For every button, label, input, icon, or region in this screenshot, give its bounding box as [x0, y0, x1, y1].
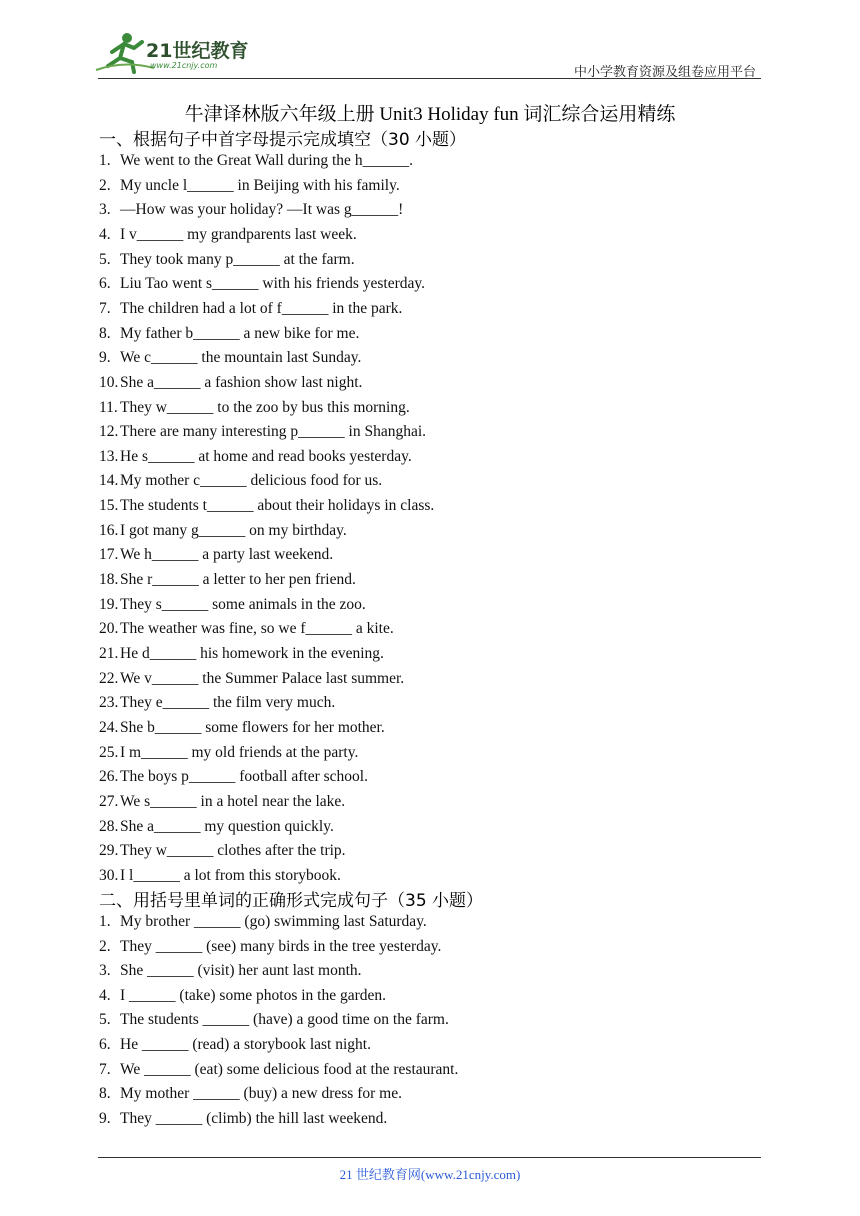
question-item — [99, 225, 357, 245]
question-item — [99, 743, 358, 763]
question-item — [99, 986, 386, 1006]
question-item — [99, 151, 413, 171]
question-text: We h______ a party last weekend. — [120, 546, 334, 564]
platform-name: 中小学教育资源及组卷应用平台 — [573, 64, 756, 79]
question-text: My mother c______ delicious food for us. — [120, 472, 383, 490]
question-text: —How was your holiday? —It was g______! — [120, 201, 404, 219]
question-text: We ______ (eat) some delicious food at the restaurant. — [120, 1060, 459, 1078]
question-number: 4. — [99, 225, 111, 243]
question-number: 8. — [99, 1085, 111, 1103]
question-text: She a______ my question quickly. — [120, 817, 334, 835]
question-text: I ______ (take) some photos in the garden. — [120, 986, 387, 1004]
question-item — [99, 324, 359, 344]
question-number: 1. — [99, 913, 111, 930]
question-item — [99, 545, 333, 565]
question-text: I got many g______ on my birthday. — [120, 521, 347, 539]
header-divider — [98, 78, 761, 79]
question-item — [99, 521, 347, 541]
question-number: 24. — [99, 718, 119, 736]
question-text: He ______ (read) a storybook last night. — [120, 1036, 371, 1053]
question-item — [99, 937, 441, 957]
section2-heading: 二、用括号里单词的正确形式完成句子（35 小题） — [99, 891, 484, 911]
logo-text: 21世纪教育 — [146, 40, 249, 62]
question-text: They ______ (climb) the hill last weekend. — [120, 1109, 388, 1127]
question-item — [99, 595, 366, 615]
question-text: I v______ my grandparents last week. — [120, 225, 357, 243]
question-number: 19. — [99, 595, 119, 613]
question-number: 3. — [99, 201, 111, 219]
question-number: 3. — [99, 962, 111, 980]
question-item — [99, 422, 426, 442]
question-text: He d______ his homework in the evening. — [120, 645, 384, 662]
question-item — [99, 718, 385, 738]
question-number: 29. — [99, 842, 119, 860]
question-text: The children had a lot of f______ in the park. — [120, 299, 403, 317]
question-number: 5. — [99, 1011, 111, 1029]
question-text: My uncle l______ in Beijing with his family. — [120, 176, 400, 194]
question-text: They took many p______ at the farm. — [120, 250, 355, 268]
question-item — [99, 299, 402, 319]
question-item — [99, 471, 382, 491]
question-number: 28. — [99, 817, 119, 835]
question-number: 22. — [99, 669, 119, 687]
question-text: She r______ a letter to her pen friend. — [120, 571, 356, 589]
question-item — [99, 644, 384, 664]
question-text: There are many interesting p______ in Shanghai. — [120, 423, 427, 441]
question-item — [99, 841, 346, 861]
question-number: 26. — [99, 768, 119, 786]
question-number: 13. — [99, 447, 119, 465]
question-text: The boys p______ football after school. — [120, 768, 368, 786]
question-number: 5. — [99, 250, 111, 268]
question-text: She a______ a fashion show last night. — [120, 373, 363, 391]
question-item — [99, 1035, 371, 1055]
question-item — [99, 792, 345, 812]
question-number: 10. — [99, 373, 119, 391]
question-number: 9. — [99, 1109, 111, 1127]
question-item — [99, 1084, 402, 1104]
question-item — [99, 176, 400, 196]
question-number: 7. — [99, 299, 111, 317]
question-number: 17. — [99, 546, 119, 564]
question-item — [99, 348, 361, 368]
question-text: The students ______ (have) a good time on the farm. — [120, 1011, 449, 1029]
question-item — [99, 619, 394, 639]
question-text: The weather was fine, so we f______ a kite. — [120, 620, 394, 638]
question-number: 4. — [99, 986, 111, 1004]
question-text: They w______ clothes after the trip. — [120, 842, 346, 860]
question-number: 11. — [99, 398, 118, 416]
question-number: 30. — [99, 866, 119, 884]
question-text: She b______ some flowers for her mother. — [120, 718, 385, 736]
question-text: The students t______ about their holidays in class. — [120, 497, 435, 515]
footer-divider — [98, 1157, 761, 1158]
question-number: 16. — [99, 521, 119, 539]
question-number: 23. — [99, 694, 119, 712]
question-number: 27. — [99, 792, 119, 810]
question-item — [99, 496, 434, 516]
logo-url: www.21cnjy.com — [150, 61, 218, 70]
question-number: 1. — [99, 152, 111, 169]
question-number: 15. — [99, 497, 119, 515]
question-item — [99, 961, 362, 981]
question-number: 2. — [99, 176, 111, 194]
question-text: He s______ at home and read books yesterday. — [120, 447, 412, 465]
question-number: 18. — [99, 571, 119, 589]
question-item — [99, 373, 362, 393]
question-text: They ______ (see) many birds in the tree yesterday. — [120, 937, 442, 955]
question-number: 25. — [99, 743, 119, 761]
question-item — [99, 570, 356, 590]
question-number: 20. — [99, 620, 119, 638]
question-text: We v______ the Summer Palace last summer. — [120, 669, 405, 687]
footer-text: 21 世纪教育网(www.21cnjy.com) — [339, 1167, 521, 1182]
question-item — [99, 447, 412, 467]
question-item — [99, 274, 425, 294]
question-text: My mother ______ (buy) a new dress for me. — [120, 1085, 402, 1103]
page-header — [0, 0, 860, 80]
question-text: I l______ a lot from this storybook. — [120, 866, 341, 884]
question-text: She ______ (visit) her aunt last month. — [120, 962, 362, 980]
question-item — [99, 200, 403, 220]
question-number: 7. — [99, 1060, 111, 1078]
question-text: Liu Tao went s______ with his friends yesterday. — [120, 275, 425, 293]
question-item — [99, 250, 355, 270]
question-number: 8. — [99, 324, 111, 342]
question-text: I m______ my old friends at the party. — [120, 743, 359, 761]
question-number: 9. — [99, 349, 111, 367]
question-item — [99, 866, 341, 886]
question-text: They s______ some animals in the zoo. — [120, 595, 366, 613]
question-number: 21. — [99, 645, 119, 662]
question-text: My brother ______ (go) swimming last Saturday. — [120, 913, 427, 930]
question-number: 6. — [99, 1036, 111, 1053]
question-item — [99, 912, 427, 932]
section1-heading: 一、根据句子中首字母提示完成填空（30 小题） — [99, 130, 467, 150]
question-text: We s______ in a hotel near the lake. — [120, 792, 346, 810]
question-item — [99, 693, 335, 713]
question-text: My father b______ a new bike for me. — [120, 324, 360, 342]
question-item — [99, 669, 404, 689]
question-item — [99, 767, 368, 787]
question-number: 6. — [99, 275, 111, 293]
question-item — [99, 1010, 449, 1030]
question-item — [99, 817, 334, 837]
question-text: They e______ the film very much. — [120, 694, 336, 712]
question-text: We went to the Great Wall during the h______. — [120, 152, 413, 169]
logo — [94, 30, 264, 76]
question-number: 2. — [99, 937, 111, 955]
question-text: We c______ the mountain last Sunday. — [120, 349, 362, 367]
question-item — [99, 1060, 458, 1080]
question-number: 12. — [99, 423, 119, 441]
question-item — [99, 398, 410, 418]
page-title: 牛津译林版六年级上册 Unit3 Holiday fun 词汇综合运用精练 — [184, 104, 676, 125]
question-text: They w______ to the zoo by bus this morning. — [120, 398, 410, 416]
question-number: 14. — [99, 472, 119, 490]
question-item — [99, 1109, 387, 1129]
